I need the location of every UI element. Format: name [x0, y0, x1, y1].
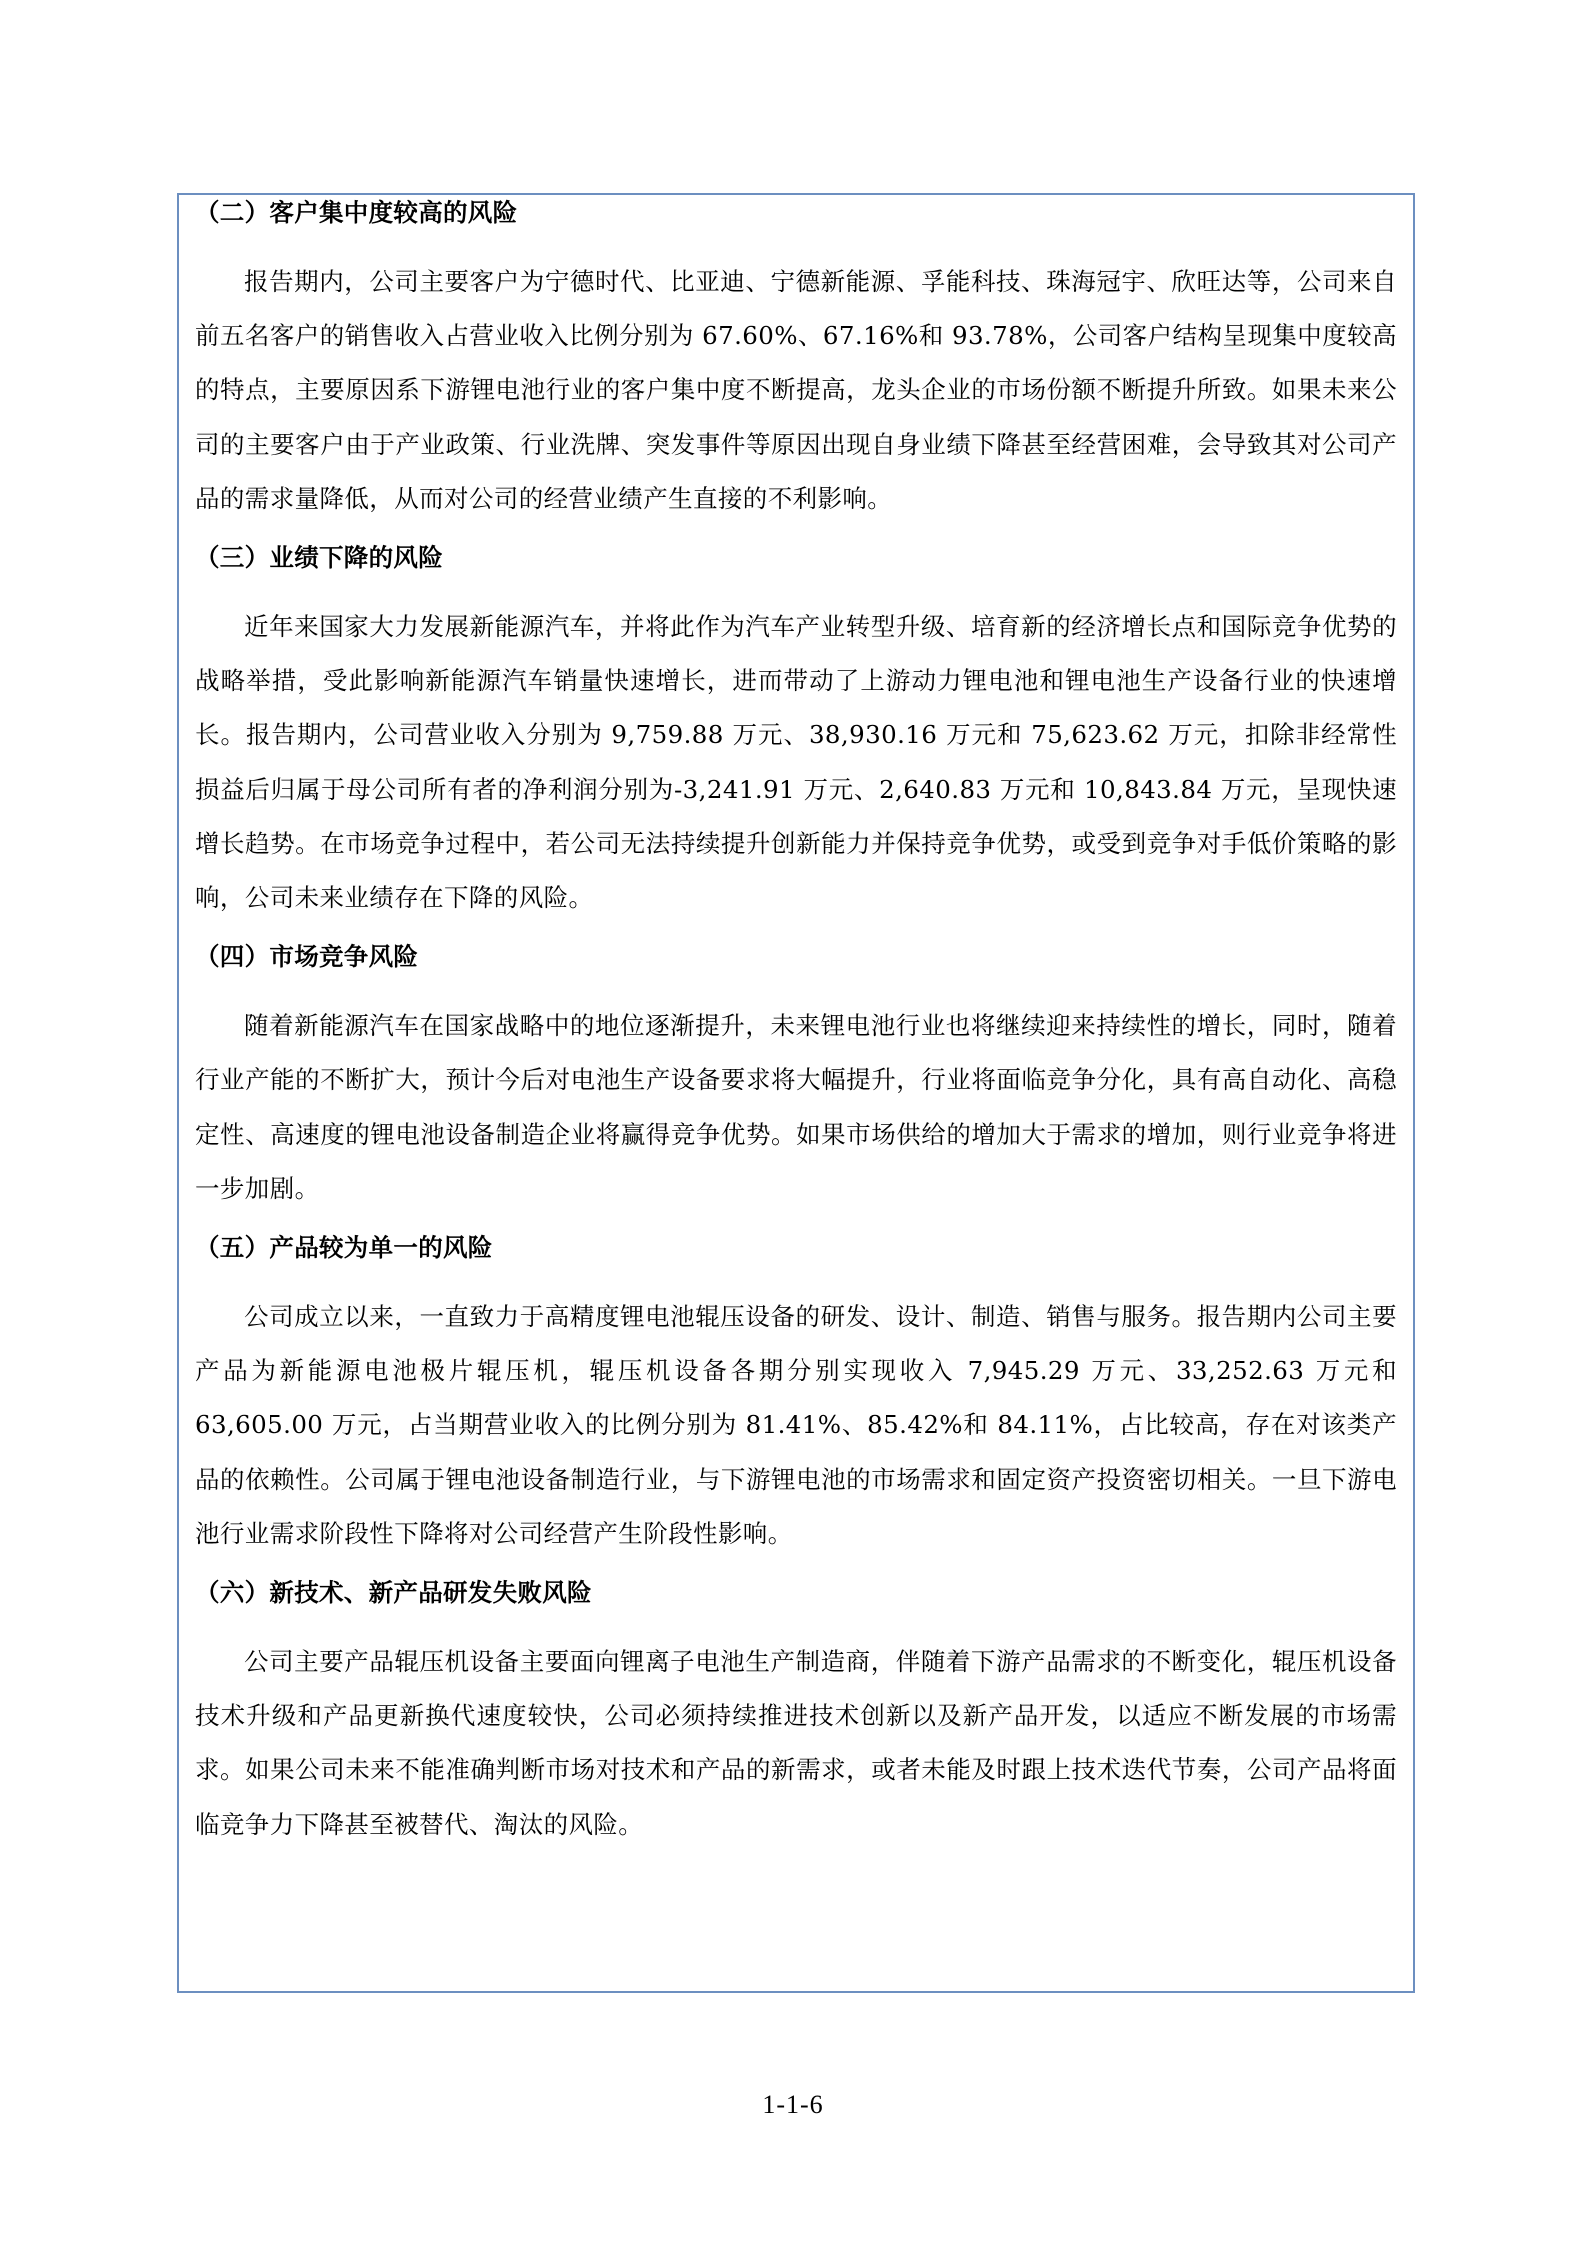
section-heading: （四）市场竞争风险 — [195, 942, 419, 972]
section-heading: （五）产品较为单一的风险 — [195, 1233, 493, 1263]
section-heading: （六）新技术、新产品研发失败风险 — [195, 1578, 592, 1608]
section-single-product — [195, 1230, 1397, 1561]
section-market-competition — [195, 939, 1397, 1216]
section-paragraph: 近年来国家大力发展新能源汽车，并将此作为汽车产业转型升级、培育新的经济增长点和国际竞争优势的战略举措，受此影响新能源汽车销量快速增长，进而带动了上游动力锂电池和锂电池生产设备行业的快速增长。报告期内，公司营业收入分别为 9,759.88 万元、38,930.16 万元和 75,623.62 万元，扣除非经常性损益后归属于母公司所有者的净利润分别为-3,241.91 万元、2,640.83 万元和 10,843.84 万元，呈现快速增长趋势。在市场竞争过程中，若公司无法持续提升创新能力并保持竞争优势，或受到竞争对手低价策略的影响，公司未来业绩存在下降的风险。 — [195, 612, 1397, 913]
section-paragraph: 公司主要产品辊压机设备主要面向锂离子电池生产制造商，伴随着下游产品需求的不断变化，辊压机设备技术升级和产品更新换代速度较快，公司必须持续推进技术创新以及新产品开发，以适应不断发展的市场需求。如果公司未来不能准确判断市场对技术和产品的新需求，或者未能及时跟上技术迭代节奏，公司产品将面临竞争力下降甚至被替代、淘汰的风险。 — [195, 1647, 1397, 1839]
section-rnd-failure — [195, 1575, 1397, 1852]
content-frame — [177, 193, 1415, 1993]
section-heading: （二）客户集中度较高的风险 — [195, 198, 518, 227]
section-paragraph: 随着新能源汽车在国家战略中的地位逐渐提升，未来锂电池行业也将继续迎来持续性的增长，同时，随着行业产能的不断扩大，预计今后对电池生产设备要求将大幅提升，行业将面临竞争分化，具有高自动化、高稳定性、高速度的锂电池设备制造企业将赢得竞争优势。如果市场供给的增加大于需求的增加，则行业竞争将进一步加剧。 — [195, 1011, 1397, 1203]
section-customer-concentration — [195, 195, 1397, 526]
section-performance-decline — [195, 540, 1397, 925]
section-paragraph: 报告期内，公司主要客户为宁德时代、比亚迪、宁德新能源、孚能科技、珠海冠宇、欣旺达等，公司来自前五名客户的销售收入占营业收入比例分别为 67.60%、67.16%和 93.78%，公司客户结构呈现集中度较高的特点，主要原因系下游锂电池行业的客户集中度不断提高，龙头企业的市场份额不断提升所致。如果未来公司的主要客户由于产业政策、行业洗牌、突发事件等原因出现自身业绩下降甚至经营困难，会导致其对公司产品的需求量降低，从而对公司的经营业绩产生直接的不利影响。 — [195, 267, 1397, 513]
section-heading: （三）业绩下降的风险 — [195, 543, 443, 573]
section-paragraph: 公司成立以来，一直致力于高精度锂电池辊压设备的研发、设计、制造、销售与服务。报告期内公司主要产品为新能源电池极片辊压机，辊压机设备各期分别实现收入 7,945.29 万元、33,252.63 万元和 63,605.00 万元，占当期营业收入的比例分别为 81.41%、85.42%和 84.11%，占比较高，存在对该类产品的依赖性。公司属于锂电池设备制造行业，与下游锂电池的市场需求和固定资产投资密切相关。一旦下游电池行业需求阶段性下降将对公司经营产生阶段性影响。 — [195, 1302, 1397, 1548]
page-number: 1-1-6 — [762, 2090, 824, 2119]
